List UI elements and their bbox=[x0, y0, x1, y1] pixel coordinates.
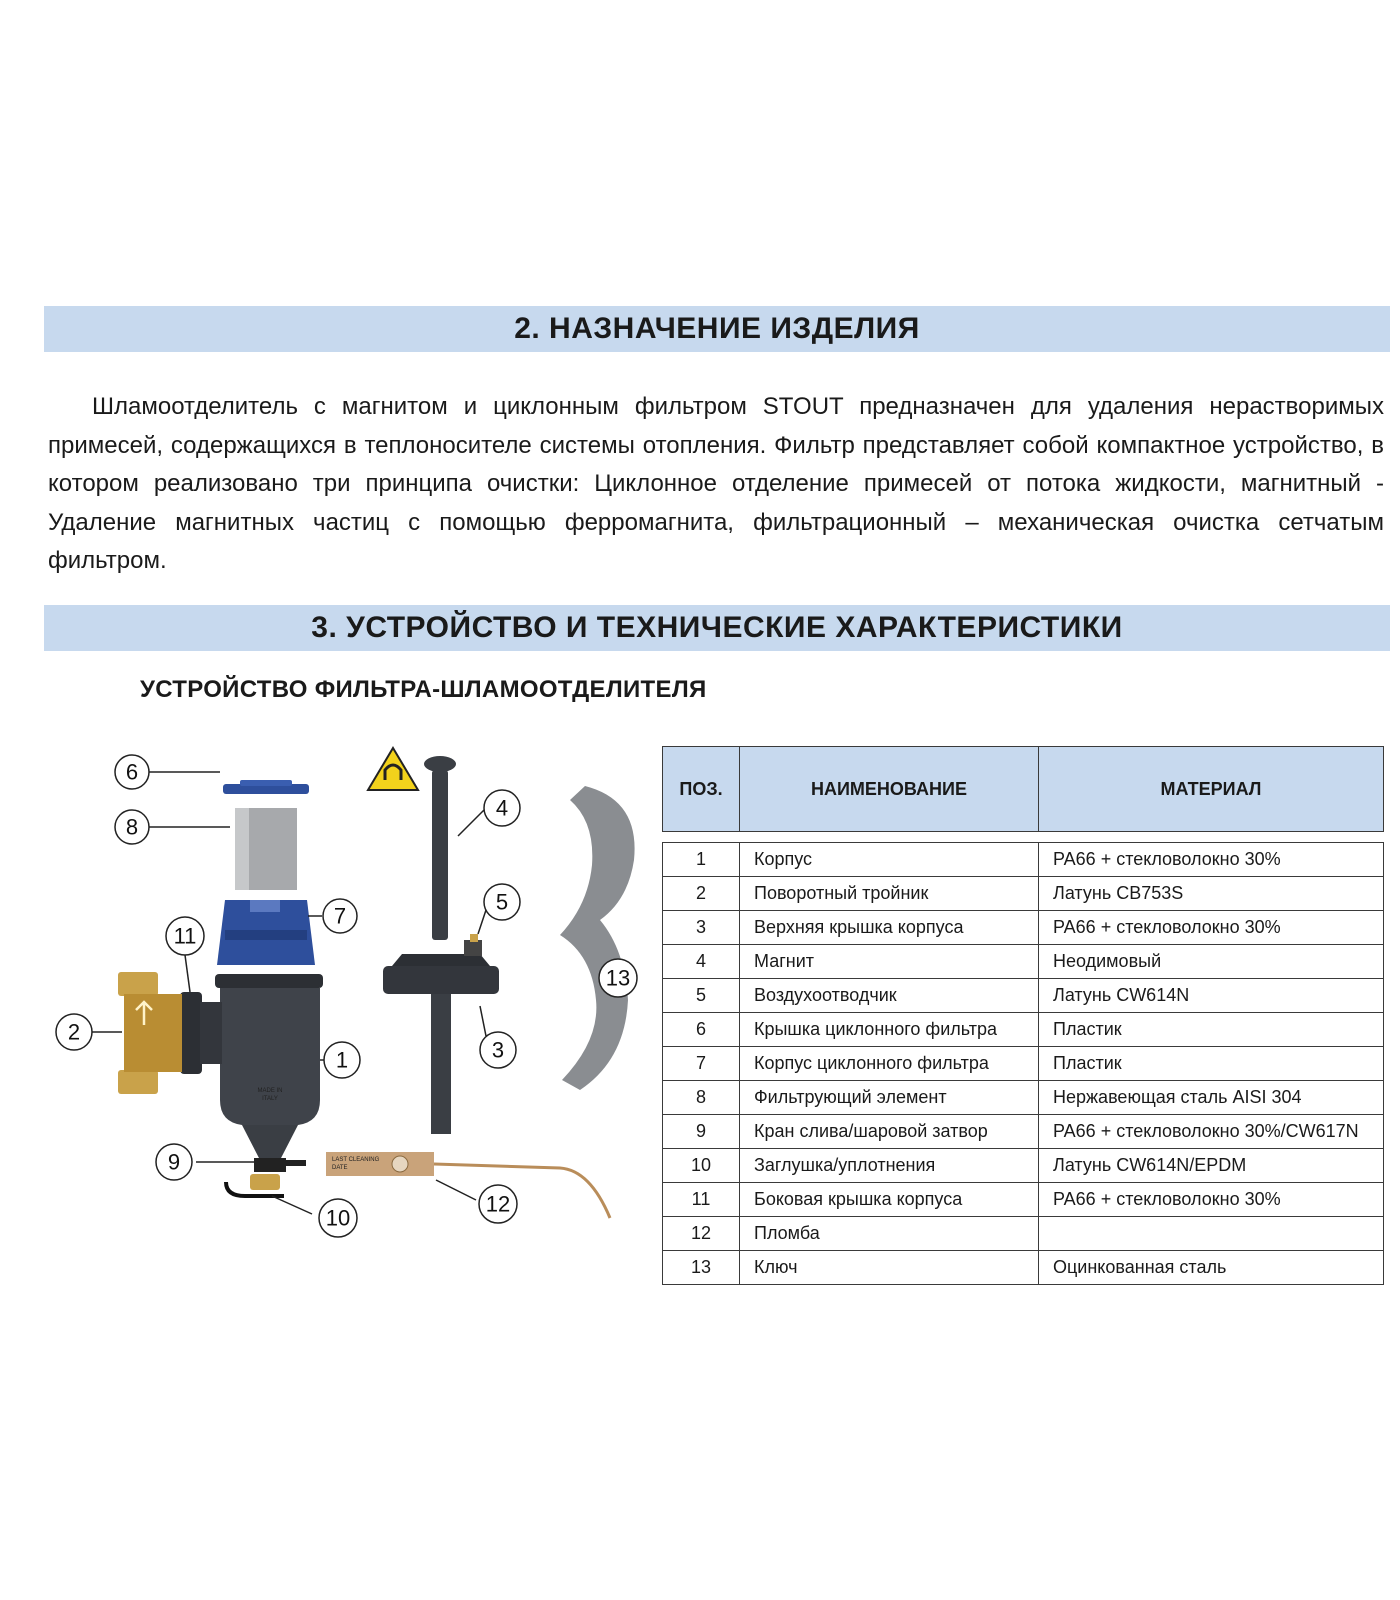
table-row bbox=[663, 1081, 1384, 1115]
callout-12 bbox=[479, 1185, 517, 1223]
callout-5 bbox=[484, 884, 520, 920]
row-pos: 12 bbox=[663, 1217, 740, 1251]
row-material: PA66 + стекловолокно 30%/CW617N bbox=[1039, 1115, 1384, 1149]
row-pos: 2 bbox=[663, 877, 740, 911]
svg-text:10: 10 bbox=[325, 1205, 351, 1231]
row-name: Крышка циклонного фильтра bbox=[740, 1013, 1039, 1047]
callout-10 bbox=[319, 1199, 357, 1237]
part-12-seal-tag bbox=[326, 1152, 610, 1218]
device-subtitle: УСТРОЙСТВО ФИЛЬТРА-ШЛАМООТДЕЛИТЕЛЯ bbox=[140, 676, 707, 703]
callout-8 bbox=[115, 810, 149, 844]
svg-text:13: 13 bbox=[605, 965, 631, 991]
svg-text:4: 4 bbox=[495, 795, 509, 821]
part-5-air-vent bbox=[464, 934, 482, 956]
row-material: Латунь CW614N bbox=[1039, 979, 1384, 1013]
part-11-side-cap bbox=[180, 992, 222, 1074]
table-row bbox=[663, 945, 1384, 979]
svg-text:5: 5 bbox=[495, 889, 509, 915]
svg-text:2: 2 bbox=[67, 1019, 81, 1045]
row-name: Корпус циклонного фильтра bbox=[740, 1047, 1039, 1081]
table-row bbox=[663, 877, 1384, 911]
row-pos: 11 bbox=[663, 1183, 740, 1217]
table-row bbox=[663, 1217, 1384, 1251]
section-3-title: 3. УСТРОЙСТВО И ТЕХНИЧЕСКИЕ ХАРАКТЕРИСТИКИ bbox=[311, 611, 1123, 644]
body-label-1: MADE IN bbox=[257, 1088, 283, 1094]
callout-1 bbox=[324, 1042, 360, 1078]
part-13-wrench bbox=[560, 786, 635, 1090]
row-material: Нержавеющая сталь AISI 304 bbox=[1039, 1081, 1384, 1115]
header-pos: ПОЗ. bbox=[663, 747, 740, 832]
row-material: Оцинкованная сталь bbox=[1039, 1251, 1384, 1285]
svg-text:11: 11 bbox=[173, 923, 197, 949]
part-6-cyclone-cap bbox=[223, 780, 309, 794]
part-10-plug bbox=[226, 1174, 284, 1196]
row-name: Магнит bbox=[740, 945, 1039, 979]
row-name: Кран слива/шаровой затвор bbox=[740, 1115, 1039, 1149]
table-row bbox=[663, 979, 1384, 1013]
row-name: Ключ bbox=[740, 1251, 1039, 1285]
row-material: Латунь CW614N/EPDM bbox=[1039, 1149, 1384, 1183]
row-material: Неодимовый bbox=[1039, 945, 1384, 979]
row-name: Верхняя крышка корпуса bbox=[740, 911, 1039, 945]
callout-7 bbox=[323, 899, 357, 933]
row-name: Заглушка/уплотнения bbox=[740, 1149, 1039, 1183]
section-2-header bbox=[44, 306, 1390, 352]
section-2-title: 2. НАЗНАЧЕНИЕ ИЗДЕЛИЯ bbox=[514, 312, 920, 345]
row-material: Латунь CB753S bbox=[1039, 877, 1384, 911]
row-pos: 9 bbox=[663, 1115, 740, 1149]
svg-text:8: 8 bbox=[125, 814, 139, 840]
table-row bbox=[663, 843, 1384, 877]
row-pos: 8 bbox=[663, 1081, 740, 1115]
callout-6 bbox=[115, 755, 149, 789]
tag-label-2: DATE bbox=[332, 1165, 348, 1171]
table-row bbox=[663, 1149, 1384, 1183]
row-material: PA66 + стекловолокно 30% bbox=[1039, 1183, 1384, 1217]
part-2-brass-tee bbox=[118, 972, 182, 1094]
row-name: Фильтрующий элемент bbox=[740, 1081, 1039, 1115]
table-row bbox=[663, 1013, 1384, 1047]
table-row bbox=[663, 1047, 1384, 1081]
svg-text:12: 12 bbox=[485, 1191, 511, 1217]
callout-4 bbox=[484, 790, 520, 826]
svg-text:3: 3 bbox=[491, 1037, 505, 1063]
callout-3 bbox=[480, 1032, 516, 1068]
part-8-filter-element bbox=[235, 808, 297, 890]
row-material: PA66 + стекловолокно 30% bbox=[1039, 911, 1384, 945]
row-name: Пломба bbox=[740, 1217, 1039, 1251]
row-material bbox=[1039, 1217, 1384, 1251]
part-1-main-body bbox=[215, 974, 323, 1160]
table-row bbox=[663, 1183, 1384, 1217]
row-pos: 3 bbox=[663, 911, 740, 945]
section-3-header bbox=[44, 605, 1390, 651]
table-header-row bbox=[663, 747, 1384, 832]
row-material: Пластик bbox=[1039, 1047, 1384, 1081]
row-pos: 7 bbox=[663, 1047, 740, 1081]
svg-text:7: 7 bbox=[333, 903, 347, 929]
row-pos: 5 bbox=[663, 979, 740, 1013]
callout-2 bbox=[56, 1014, 92, 1050]
svg-text:6: 6 bbox=[125, 759, 139, 785]
exploded-diagram bbox=[40, 740, 640, 1280]
row-pos: 4 bbox=[663, 945, 740, 979]
row-pos: 1 bbox=[663, 843, 740, 877]
row-material: PA66 + стекловолокно 30% bbox=[1039, 843, 1384, 877]
table-row bbox=[663, 1115, 1384, 1149]
row-pos: 13 bbox=[663, 1251, 740, 1285]
svg-text:9: 9 bbox=[167, 1149, 181, 1175]
header-name: НАИМЕНОВАНИЕ bbox=[740, 747, 1039, 832]
row-name: Боковая крышка корпуса bbox=[740, 1183, 1039, 1217]
row-name: Поворотный тройник bbox=[740, 877, 1039, 911]
callout-13 bbox=[599, 959, 637, 997]
tag-label-1: LAST CLEANING bbox=[332, 1157, 380, 1163]
magnet-warning-icon bbox=[368, 748, 418, 790]
table-row bbox=[663, 1251, 1384, 1285]
row-name: Корпус bbox=[740, 843, 1039, 877]
header-material: МАТЕРИАЛ bbox=[1039, 747, 1384, 832]
svg-text:1: 1 bbox=[335, 1047, 349, 1073]
row-pos: 6 bbox=[663, 1013, 740, 1047]
part-7-cyclone-body bbox=[217, 900, 315, 965]
row-pos: 10 bbox=[663, 1149, 740, 1183]
row-name: Воздухоотводчик bbox=[740, 979, 1039, 1013]
part-4-magnet bbox=[424, 756, 456, 940]
table-row bbox=[663, 911, 1384, 945]
body-label-2: ITALY bbox=[262, 1096, 278, 1102]
callout-11 bbox=[166, 917, 204, 955]
parts-table bbox=[662, 746, 1384, 1285]
callout-9 bbox=[156, 1144, 192, 1180]
part-9-drain-valve bbox=[254, 1158, 306, 1172]
row-material: Пластик bbox=[1039, 1013, 1384, 1047]
purpose-paragraph: Шламоотделитель с магнитом и циклонным фильтром STOUT предназначен для удаления нерастворимых примесей, содержащихся в теплоносителе системы отопления. Фильтр представляет собой компактное устройство, в котором реализовано три принципа очистки: Циклонное отделение примесей от потока жидкости, магнитный - Удаление магнитных частиц с помощью ферромагнита, фильтрационный – механическая очистка сетчатым фильтром. bbox=[48, 393, 1384, 574]
